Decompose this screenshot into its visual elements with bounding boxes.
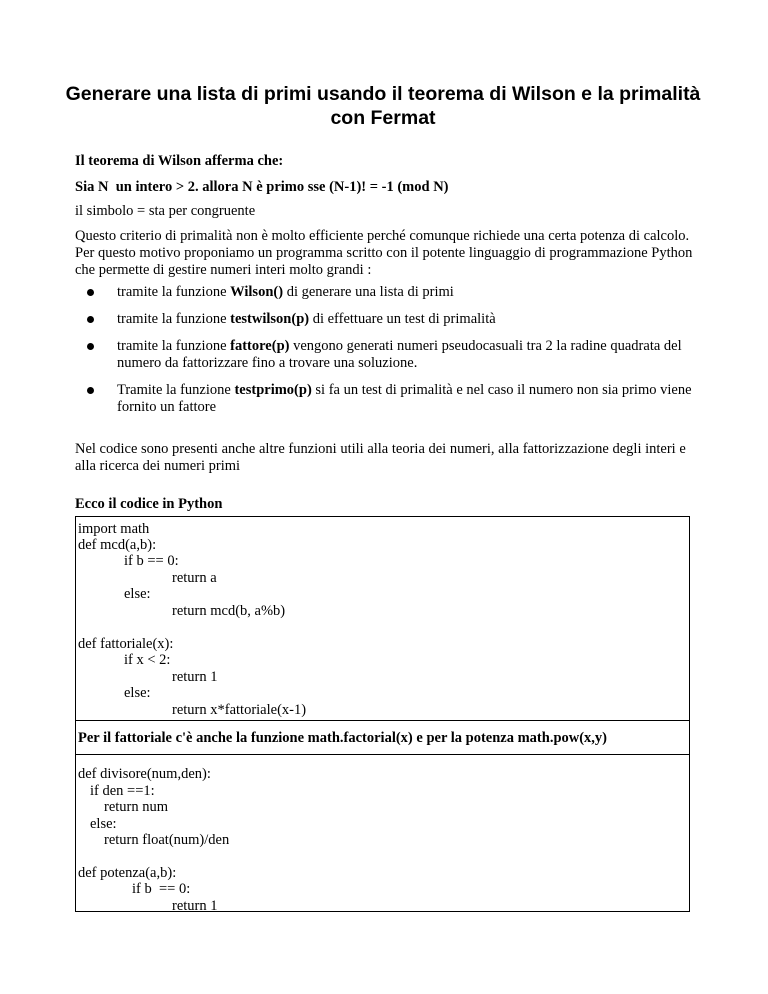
code-line: return x*fattoriale(x-1) <box>172 702 307 718</box>
code-line: return a <box>172 570 217 586</box>
code-line: def mcd(a,b): <box>78 537 157 553</box>
code-separator <box>76 754 689 755</box>
page-title: Generare una lista di primi usando il teorema di Wilson e la primalità con Fermat <box>65 83 701 129</box>
code-line: if x < 2: <box>124 652 171 668</box>
code-line: return num <box>104 799 169 815</box>
intro-heading: Il teorema di Wilson afferma che: <box>75 153 284 169</box>
code-line: else: <box>124 586 151 602</box>
function-name: testprimo(p) <box>234 382 312 398</box>
code-line: return 1 <box>172 669 218 685</box>
code-line: if den ==1: <box>90 783 155 799</box>
code-line: if b == 0: <box>124 553 179 569</box>
closing-paragraph: Nel codice sono presenti anche altre funzioni utili alla teoria dei numeri, alla fattorizzazione degli interi e alla ricerca dei numeri primi <box>75 441 686 474</box>
list-item: Tramite la funzione testprimo(p) si fa un test di primalità e nel caso il numero non sia primo viene fornito un fattore <box>75 382 695 416</box>
code-line: def potenza(a,b): <box>78 865 177 881</box>
function-name: testwilson(p) <box>230 311 310 327</box>
code-line: return 1 <box>172 898 218 912</box>
function-name: Wilson() <box>230 284 284 300</box>
code-line: if b == 0: <box>132 881 191 897</box>
code-line: def fattoriale(x): <box>78 636 174 652</box>
code-line: else: <box>124 685 151 701</box>
code-separator <box>76 720 689 721</box>
list-item: tramite la funzione Wilson() di generare una lista di primi <box>75 284 695 301</box>
list-item: tramite la funzione testwilson(p) di effettuare un test di primalità <box>75 311 695 328</box>
intro-paragraph: Questo criterio di primalità non è molto efficiente perché comunque richiede una certa potenza di calcolo. Per questo motivo proponiamo un programma scritto con il potente linguaggio di programmazione Python che permette di gestire numeri interi molto grandi : <box>75 228 693 278</box>
code-heading: Ecco il codice in Python <box>75 496 223 512</box>
code-line: return float(num)/den <box>104 832 230 848</box>
code-line: def divisore(num,den): <box>78 766 211 782</box>
code-line: else: <box>90 816 117 832</box>
function-name: fattore(p) <box>230 338 290 354</box>
feature-list <box>75 284 695 426</box>
symbol-note: il simbolo = sta per congruente <box>75 203 256 219</box>
code-block <box>75 516 690 912</box>
factorial-note: Per il fattoriale c'è anche la funzione math.factorial(x) e per la potenza math.pow(x,y) <box>78 730 608 746</box>
code-line: return mcd(b, a%b) <box>172 603 286 619</box>
wilson-statement: Sia N un intero > 2. allora N è primo sse (N-1)! = -1 (mod N) <box>75 179 449 195</box>
list-item: tramite la funzione fattore(p) vengono generati numeri pseudocasuali tra 2 la radine quadrata del numero da fattorizzare fino a trovare una soluzione. <box>75 338 695 372</box>
code-line: import math <box>78 521 150 537</box>
